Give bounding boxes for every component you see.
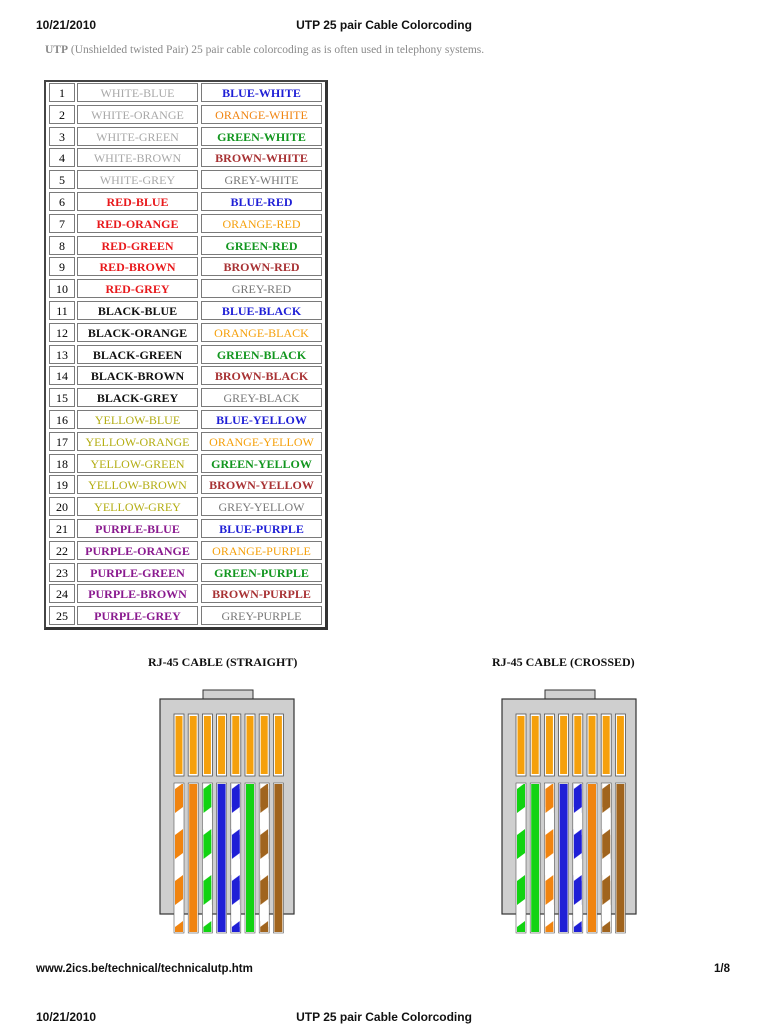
table-row	[46, 169, 326, 191]
pair-primary-color: RED-BROWN	[77, 257, 198, 276]
table-row	[46, 344, 326, 366]
pair-number: 15	[49, 388, 75, 407]
intro-text: (Unshielded twisted Pair) 25 pair cable colorcoding as is often used in telephony systems.	[68, 44, 485, 56]
pair-secondary-color: BLUE-PURPLE	[201, 519, 322, 538]
table-row	[46, 191, 326, 213]
straight-wire	[174, 714, 184, 933]
crossed-wire	[601, 714, 611, 933]
pair-primary-color: RED-GREEN	[77, 236, 198, 255]
pair-primary-color: RED-GREY	[77, 279, 198, 298]
pair-number: 23	[49, 563, 75, 582]
pair-secondary-color: ORANGE-WHITE	[201, 105, 322, 124]
pair-primary-color: PURPLE-GREY	[77, 606, 198, 625]
crossed-wire	[559, 714, 569, 933]
table-row	[46, 474, 326, 496]
next-page-header	[0, 1008, 768, 1028]
pair-primary-color: YELLOW-BROWN	[77, 475, 198, 494]
crossed-wire	[516, 714, 526, 933]
crossed-wire	[615, 714, 625, 933]
pair-secondary-color: GREY-WHITE	[201, 170, 322, 189]
table-row	[46, 540, 326, 562]
pair-secondary-color: GREEN-RED	[201, 236, 322, 255]
straight-wire	[231, 714, 241, 933]
table-row	[46, 605, 326, 627]
pair-number: 14	[49, 366, 75, 385]
pair-secondary-color: ORANGE-BLACK	[201, 323, 322, 342]
table-row	[46, 300, 326, 322]
pair-number: 25	[49, 606, 75, 625]
pair-color-table	[44, 80, 328, 630]
crossed-wire	[587, 714, 597, 933]
table-row	[46, 322, 326, 344]
table-row	[46, 409, 326, 431]
pair-secondary-color: BLUE-WHITE	[201, 83, 322, 102]
straight-wire	[245, 714, 255, 933]
pair-number: 8	[49, 236, 75, 255]
crossed-wire	[530, 714, 540, 933]
pair-secondary-color: GREY-YELLOW	[201, 497, 322, 516]
footer-page: 1/8	[714, 963, 730, 975]
table-row	[46, 82, 326, 104]
pair-primary-color: YELLOW-ORANGE	[77, 432, 198, 451]
pair-primary-color: YELLOW-BLUE	[77, 410, 198, 429]
table-row	[46, 518, 326, 540]
straight-wire	[202, 714, 212, 933]
pair-number: 22	[49, 541, 75, 560]
straight-caption: RJ-45 CABLE (STRAIGHT)	[148, 655, 298, 669]
pair-primary-color: WHITE-GREY	[77, 170, 198, 189]
table-row	[46, 104, 326, 126]
pair-secondary-color: BROWN-RED	[201, 257, 322, 276]
table-row	[46, 583, 326, 605]
pair-secondary-color: BLUE-BLACK	[201, 301, 322, 320]
pair-number: 10	[49, 279, 75, 298]
table-row	[46, 126, 326, 148]
intro-paragraph	[45, 44, 745, 56]
pair-primary-color: RED-ORANGE	[77, 214, 198, 233]
pair-primary-color: BLACK-GREY	[77, 388, 198, 407]
pair-number: 4	[49, 148, 75, 167]
pair-number: 11	[49, 301, 75, 320]
pair-number: 17	[49, 432, 75, 451]
table-row	[46, 278, 326, 300]
pair-primary-color: PURPLE-BROWN	[77, 584, 198, 603]
table-row	[46, 453, 326, 475]
pair-secondary-color: BLUE-RED	[201, 192, 322, 211]
table-row	[46, 256, 326, 278]
page-header	[0, 16, 768, 36]
straight-wire	[273, 714, 283, 933]
pair-secondary-color: BLUE-YELLOW	[201, 410, 322, 429]
table-row	[46, 496, 326, 518]
table-row	[46, 365, 326, 387]
table-row	[46, 387, 326, 409]
pair-secondary-color: GREEN-YELLOW	[201, 454, 322, 473]
pair-number: 2	[49, 105, 75, 124]
pair-secondary-color: BROWN-BLACK	[201, 366, 322, 385]
pair-primary-color: PURPLE-ORANGE	[77, 541, 198, 560]
pair-secondary-color: ORANGE-YELLOW	[201, 432, 322, 451]
header-title: UTP 25 pair Cable Colorcoding	[296, 18, 472, 32]
pair-secondary-color: BROWN-YELLOW	[201, 475, 322, 494]
rj45-straight-diagram	[159, 688, 297, 940]
next-header-title: UTP 25 pair Cable Colorcoding	[296, 1010, 472, 1024]
table-row	[46, 213, 326, 235]
crossed-wire	[544, 714, 554, 933]
table-row	[46, 235, 326, 257]
pair-primary-color: BLACK-GREEN	[77, 345, 198, 364]
next-header-date: 10/21/2010	[36, 1010, 97, 1024]
pair-number: 20	[49, 497, 75, 516]
header-date: 10/21/2010	[36, 18, 97, 32]
pair-number: 7	[49, 214, 75, 233]
crossed-caption: RJ-45 CABLE (CROSSED)	[492, 655, 635, 669]
pair-number: 9	[49, 257, 75, 276]
pair-number: 21	[49, 519, 75, 538]
pair-number: 19	[49, 475, 75, 494]
intro-abbr: UTP	[45, 44, 68, 56]
table-row	[46, 147, 326, 169]
straight-wire	[217, 714, 227, 933]
table-row	[46, 562, 326, 584]
pair-number: 1	[49, 83, 75, 102]
pair-number: 5	[49, 170, 75, 189]
pair-number: 16	[49, 410, 75, 429]
rj45-crossed-diagram	[501, 688, 639, 940]
pair-secondary-color: GREEN-PURPLE	[201, 563, 322, 582]
pair-primary-color: BLACK-BLUE	[77, 301, 198, 320]
pair-primary-color: YELLOW-GREY	[77, 497, 198, 516]
pair-primary-color: BLACK-BROWN	[77, 366, 198, 385]
pair-secondary-color: GREY-RED	[201, 279, 322, 298]
pair-secondary-color: GREEN-WHITE	[201, 127, 322, 146]
pair-primary-color: YELLOW-GREEN	[77, 454, 198, 473]
crossed-wire	[573, 714, 583, 933]
pair-secondary-color: BROWN-PURPLE	[201, 584, 322, 603]
pair-secondary-color: BROWN-WHITE	[201, 148, 322, 167]
pair-primary-color: RED-BLUE	[77, 192, 198, 211]
pair-secondary-color: GREY-BLACK	[201, 388, 322, 407]
pair-number: 3	[49, 127, 75, 146]
pair-secondary-color: GREY-PURPLE	[201, 606, 322, 625]
pair-primary-color: PURPLE-BLUE	[77, 519, 198, 538]
pair-number: 12	[49, 323, 75, 342]
table-row	[46, 431, 326, 453]
pair-primary-color: WHITE-BROWN	[77, 148, 198, 167]
pair-secondary-color: ORANGE-PURPLE	[201, 541, 322, 560]
straight-wire	[188, 714, 198, 933]
pair-primary-color: BLACK-ORANGE	[77, 323, 198, 342]
pair-number: 13	[49, 345, 75, 364]
footer-url: www.2ics.be/technical/technicalutp.htm	[36, 963, 253, 975]
pair-secondary-color: GREEN-BLACK	[201, 345, 322, 364]
straight-wire	[259, 714, 269, 933]
pair-number: 18	[49, 454, 75, 473]
pair-secondary-color: ORANGE-RED	[201, 214, 322, 233]
pair-primary-color: WHITE-BLUE	[77, 83, 198, 102]
pair-primary-color: WHITE-GREEN	[77, 127, 198, 146]
pair-number: 6	[49, 192, 75, 211]
pair-primary-color: WHITE-ORANGE	[77, 105, 198, 124]
pair-primary-color: PURPLE-GREEN	[77, 563, 198, 582]
pair-number: 24	[49, 584, 75, 603]
